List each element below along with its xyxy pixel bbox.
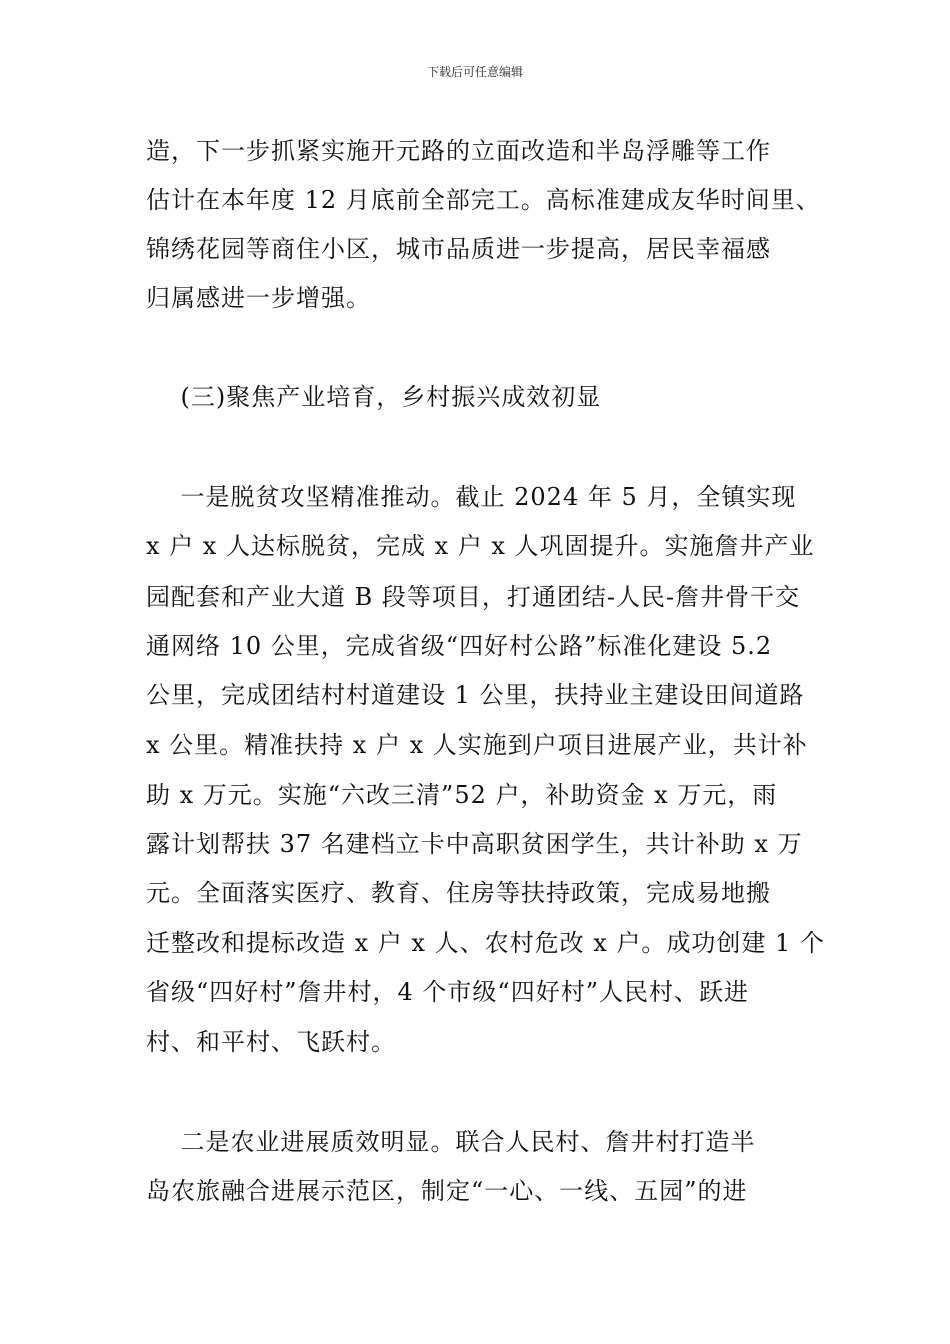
- paragraph-3-line-12: 村、和平村、飞跃村。: [146, 1028, 396, 1056]
- paragraph-3-line-7: 助 x 万元。实施“六改三清”52 户，补助资金 x 万元，雨: [146, 781, 778, 809]
- paragraph-3-line-1: 一是脱贫攻坚精准推动。截止 2024 年 5 月，全镇实现: [146, 483, 797, 511]
- section-heading: (三)聚焦产业培育，乡村振兴成效初显: [146, 383, 602, 411]
- paragraph-3-line-4: 通网络 10 公里，完成省级“四好村公路”标准化建设 5.2: [146, 632, 773, 660]
- paragraph-3-line-5: 公里，完成团结村村道建设 1 公里，扶持业主建设田间道路: [146, 681, 805, 709]
- page-header-note: 下载后可任意编辑: [426, 65, 523, 79]
- paragraph-4-line-1: 二是农业进展质效明显。联合人民村、詹井村打造半: [146, 1128, 756, 1156]
- paragraph-1-line-4: 归属感进一步增强。: [146, 284, 371, 312]
- paragraph-3-line-9: 元。全面落实医疗、教育、住房等扶持政策，完成易地搬: [146, 879, 771, 907]
- paragraph-3-line-10: 迁整改和提标改造 x 户 x 人、农村危改 x 户。成功创建 1 个: [146, 929, 825, 957]
- paragraph-4-line-2: 岛农旅融合进展示范区，制定“一心、一线、五园”的进: [146, 1177, 748, 1205]
- paragraph-1-line-1: 造，下一步抓紧实施开元路的立面改造和半岛浮雕等工作: [146, 137, 771, 165]
- paragraph-3-line-8: 露计划帮扶 37 名建档立卡中高职贫困学生，共计补助 x 万: [146, 830, 803, 858]
- paragraph-3-line-2: x 户 x 人达标脱贫，完成 x 户 x 人巩固提升。实施詹井产业: [146, 532, 815, 560]
- paragraph-1-line-3: 锦绣花园等商住小区，城市品质进一步提高，居民幸福感: [146, 235, 771, 263]
- paragraph-3-line-11: 省级“四好村”詹井村，4 个市级“四好村”人民村、跃进: [146, 978, 749, 1006]
- paragraph-1-line-2: 估计在本年度 12 月底前全部完工。高标准建成友华时间里、: [146, 186, 821, 214]
- paragraph-3-line-3: 园配套和产业大道 B 段等项目，打通团结-人民-詹井骨干交: [146, 583, 801, 611]
- paragraph-3-line-6: x 公里。精准扶持 x 户 x 人实施到户项目进展产业，共计补: [146, 731, 808, 759]
